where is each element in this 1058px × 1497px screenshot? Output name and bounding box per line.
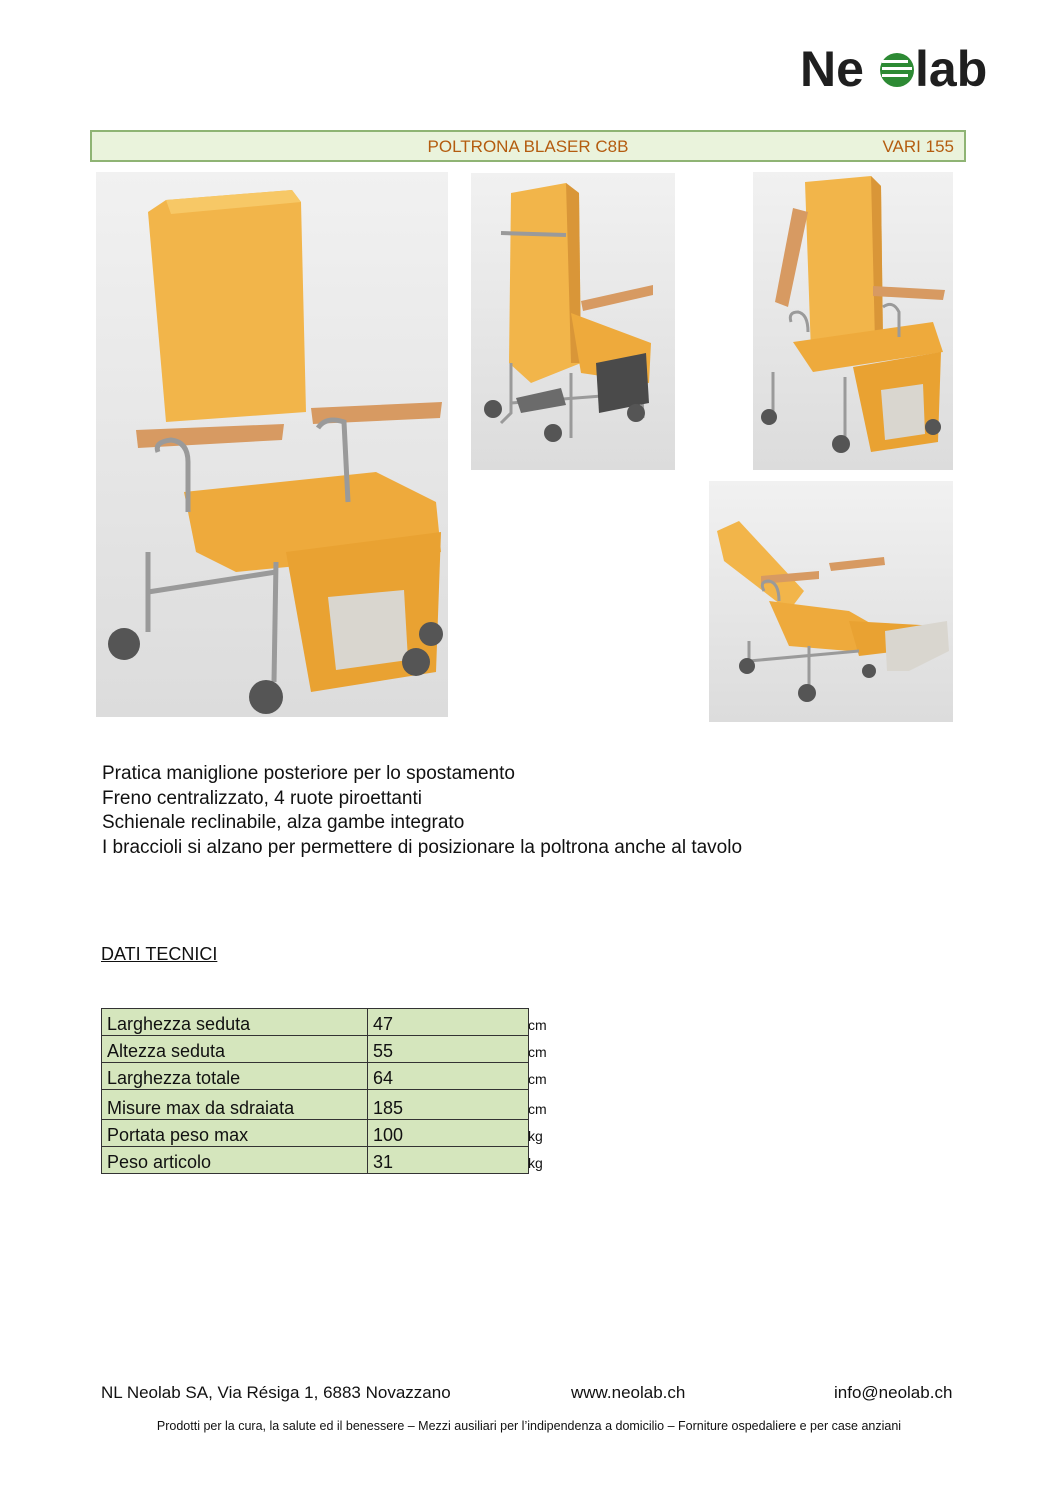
product-title: POLTRONA BLASER C8B (427, 137, 629, 156)
spec-unit: kg (528, 1128, 543, 1144)
spec-value-cell (368, 1147, 543, 1174)
spec-unit: cm (528, 1101, 547, 1117)
spec-label: Portata peso max (102, 1120, 368, 1147)
specs-table (101, 1008, 547, 1174)
chair-back-photo (471, 173, 675, 470)
spec-label: Misure max da sdraiata (102, 1090, 368, 1120)
spec-value-cell (368, 1063, 547, 1090)
spec-value-cell (368, 1120, 543, 1147)
table-row (102, 1009, 529, 1036)
specs-title: DATI TECNICI (101, 944, 218, 964)
logo-globe-icon (880, 53, 914, 87)
spec-unit: cm (528, 1044, 547, 1060)
spec-value: 64 (373, 1068, 394, 1088)
description-line: Freno centralizzato, 4 ruote piroettanti (102, 787, 423, 809)
description-line: Schienale reclinabile, alza gambe integrato (102, 812, 465, 833)
spec-value: 185 (373, 1098, 404, 1118)
table-row (102, 1063, 529, 1090)
spec-value-cell (368, 1090, 547, 1120)
footer-website-link[interactable]: www.neolab.ch (571, 1383, 686, 1402)
spec-unit: cm (528, 1071, 547, 1087)
chair-front-photo (96, 172, 448, 717)
spec-value: 47 (373, 1014, 394, 1034)
spec-value-cell (368, 1009, 547, 1036)
table-row (102, 1120, 529, 1147)
table-row (102, 1090, 529, 1120)
spec-value: 100 (373, 1125, 404, 1145)
spec-label: Larghezza totale (102, 1063, 368, 1090)
product-title-bar (90, 130, 966, 162)
product-ref: VARI 155 (882, 137, 954, 156)
spec-value-cell (368, 1036, 547, 1063)
chair-side-photo (753, 172, 953, 470)
spec-unit: kg (528, 1155, 543, 1171)
spec-label: Larghezza seduta (102, 1009, 368, 1036)
footer-email-link[interactable]: info@neolab.ch (834, 1383, 953, 1402)
chair-reclined-photo (709, 481, 953, 722)
neolab-logo (800, 36, 1020, 98)
product-description (102, 762, 742, 860)
description-line: I braccioli si alzano per permettere di posizionare la poltrona anche al tavolo (102, 836, 743, 858)
logo-text-right: lab (915, 41, 988, 97)
table-row (102, 1036, 529, 1063)
spec-value: 31 (373, 1152, 394, 1172)
spec-value: 55 (373, 1041, 394, 1061)
spec-label: Altezza seduta (102, 1036, 368, 1063)
table-row (102, 1147, 529, 1174)
footer-address: NL Neolab SA, Via Résiga 1, 6883 Novazzano (101, 1383, 451, 1402)
footer-tagline: Prodotti per la cura, la salute ed il benessere – Mezzi ausiliari per l’indipendenza a domicilio – Forniture ospedaliere e per case anziani (156, 1419, 902, 1433)
description-line: Pratica maniglione posteriore per lo spostamento (102, 763, 515, 784)
spec-label: Peso articolo (102, 1147, 368, 1174)
spec-unit: cm (528, 1017, 547, 1033)
logo-text-left: Ne (800, 41, 864, 97)
